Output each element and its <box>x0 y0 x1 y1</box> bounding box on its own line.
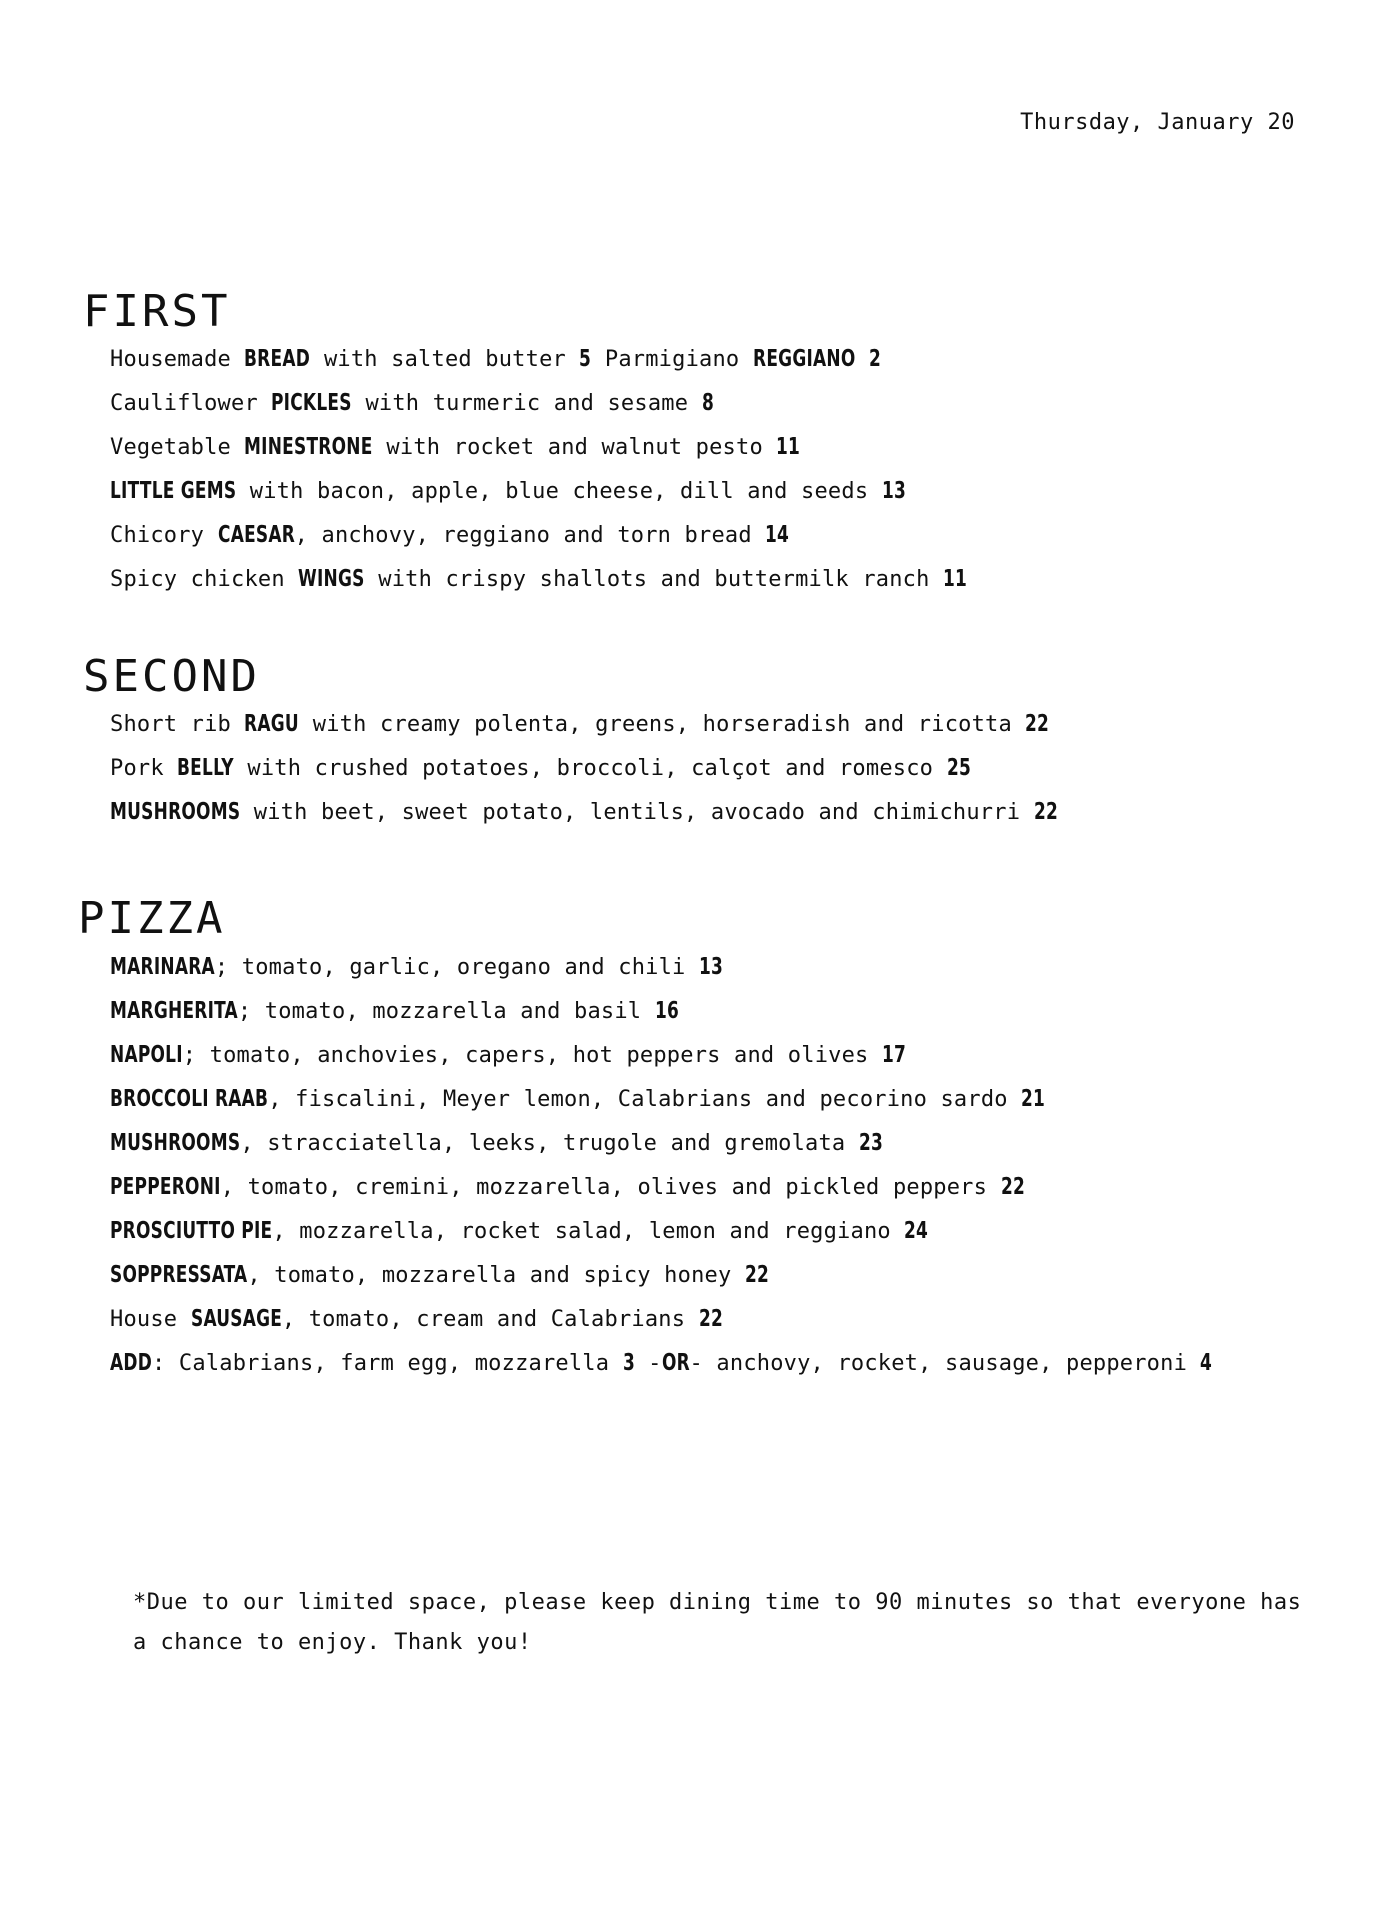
menu-item <box>110 425 967 469</box>
item-name: MARINARA <box>110 954 215 980</box>
item-name: OR <box>661 1350 690 1376</box>
menu-item <box>110 337 967 381</box>
item-name: RAGU <box>244 711 300 737</box>
item-description: with creamy polenta, greens, horseradish and ricotta <box>299 712 1026 737</box>
item-name: PROSCIUTTO PIE <box>110 1218 273 1244</box>
item-description: ; tomato, garlic, oregano and chili <box>214 955 699 980</box>
item-description <box>855 347 868 372</box>
item-name: BROCCOLI RAAB <box>110 1086 269 1112</box>
menu-item <box>110 1209 1213 1253</box>
item-name: MARGHERITA <box>110 998 238 1024</box>
item-description: Parmigiano <box>591 347 753 372</box>
item-description: with salted butter <box>310 347 580 372</box>
item-name: WINGS <box>298 566 365 592</box>
item-price: 3 <box>622 1350 635 1376</box>
menu-item <box>110 1253 1213 1297</box>
item-price: 11 <box>942 566 968 592</box>
menu-list-second <box>110 702 1058 834</box>
item-description: with crispy shallots and buttermilk ranch <box>364 567 943 592</box>
item-description: Pork <box>110 756 178 781</box>
item-description: , fiscalini, Meyer lemon, Calabrians and pecorino sardo <box>268 1087 1022 1112</box>
item-price: 25 <box>946 755 971 781</box>
menu-item <box>110 469 967 513</box>
item-price: 2 <box>868 346 881 372</box>
item-name: LITTLE GEMS <box>110 478 237 504</box>
item-name: BELLY <box>177 755 234 781</box>
item-price: 13 <box>698 954 724 980</box>
menu-item <box>110 381 967 425</box>
item-price: 13 <box>881 478 906 504</box>
item-name: BREAD <box>244 346 311 372</box>
item-description: , mozzarella, rocket salad, lemon and reggiano <box>272 1219 905 1244</box>
item-price: 8 <box>701 390 714 416</box>
item-description: , tomato, mozzarella and spicy honey <box>247 1263 745 1288</box>
section-title-pizza: PIZZA <box>78 893 226 944</box>
menu-item <box>110 945 1213 989</box>
item-price: 14 <box>765 522 790 548</box>
item-description: , anchovy, reggiano and torn bread <box>294 523 766 548</box>
menu-item <box>110 1077 1213 1121</box>
item-price: 22 <box>1000 1174 1025 1200</box>
item-description: Short rib <box>110 712 245 737</box>
item-description: , stracciatella, leeks, trugole and gremolata <box>240 1131 859 1156</box>
item-description: Spicy chicken <box>110 567 299 592</box>
menu-item <box>110 1033 1213 1077</box>
menu-item <box>110 1121 1213 1165</box>
item-description: - anchovy, rocket, sausage, pepperoni <box>689 1351 1201 1376</box>
menu-item <box>110 989 1213 1033</box>
item-price: 17 <box>881 1042 907 1068</box>
item-description: with crushed potatoes, broccoli, calçot and romesco <box>233 756 947 781</box>
item-price: 24 <box>904 1218 929 1244</box>
item-price: 11 <box>776 434 801 460</box>
menu-list-first <box>110 337 967 601</box>
item-price: 22 <box>744 1262 769 1288</box>
item-description: , tomato, cream and Calabrians <box>281 1307 699 1332</box>
item-price: 23 <box>858 1130 883 1156</box>
menu-item <box>110 702 1058 746</box>
menu-item <box>110 1297 1213 1341</box>
item-price: 21 <box>1021 1086 1046 1112</box>
item-price: 22 <box>698 1306 723 1332</box>
item-name: SOPPRESSATA <box>110 1262 248 1288</box>
section-title-first: FIRST <box>83 286 231 337</box>
item-name: NAPOLI <box>110 1042 183 1068</box>
menu-date: Thursday, January 20 <box>1020 110 1295 135</box>
item-description: : Calabrians, farm egg, mozzarella <box>152 1351 623 1376</box>
item-description: with beet, sweet potato, lentils, avocado and chimichurri <box>240 800 1034 825</box>
menu-item <box>110 790 1058 834</box>
menu-list-pizza <box>110 945 1213 1385</box>
item-name: ADD <box>110 1350 153 1376</box>
menu-item <box>110 1165 1213 1209</box>
item-name: MUSHROOMS <box>110 1130 241 1156</box>
item-description: Cauliflower <box>110 391 272 416</box>
menu-item <box>110 557 967 601</box>
item-name: SAUSAGE <box>190 1306 282 1332</box>
item-description: House <box>110 1307 191 1332</box>
item-description: ; tomato, anchovies, capers, hot peppers and olives <box>182 1043 882 1068</box>
section-title-second: SECOND <box>83 651 260 702</box>
item-description: , tomato, cremini, mozzarella, olives and pickled peppers <box>220 1175 1001 1200</box>
item-description: with rocket and walnut pesto <box>372 435 777 460</box>
item-price: 4 <box>1200 1350 1213 1376</box>
menu-item <box>110 746 1058 790</box>
item-name: REGGIANO <box>752 346 856 372</box>
item-price: 5 <box>579 346 592 372</box>
item-name: PEPPERONI <box>110 1174 221 1200</box>
item-name: MUSHROOMS <box>110 799 241 825</box>
item-description: with bacon, apple, blue cheese, dill and seeds <box>236 479 882 504</box>
item-price: 22 <box>1033 799 1058 825</box>
menu-item <box>110 513 967 557</box>
item-description: ; tomato, mozzarella and basil <box>237 999 655 1024</box>
menu-item <box>110 1341 1213 1385</box>
item-description: Vegetable <box>110 435 245 460</box>
item-description: - <box>634 1351 662 1376</box>
item-description: with turmeric and sesame <box>352 391 702 416</box>
item-price: 22 <box>1025 711 1050 737</box>
dining-time-note: *Due to our limited space, please keep dining time to 90 minutes so that everyone has a chance to enjoy. Thank you! <box>133 1590 1302 1655</box>
item-name: PICKLES <box>271 390 353 416</box>
item-price: 16 <box>654 998 679 1024</box>
item-description: Chicory <box>110 523 218 548</box>
item-name: MINESTRONE <box>244 434 373 460</box>
item-description: Housemade <box>110 347 245 372</box>
item-name: CAESAR <box>217 522 295 548</box>
